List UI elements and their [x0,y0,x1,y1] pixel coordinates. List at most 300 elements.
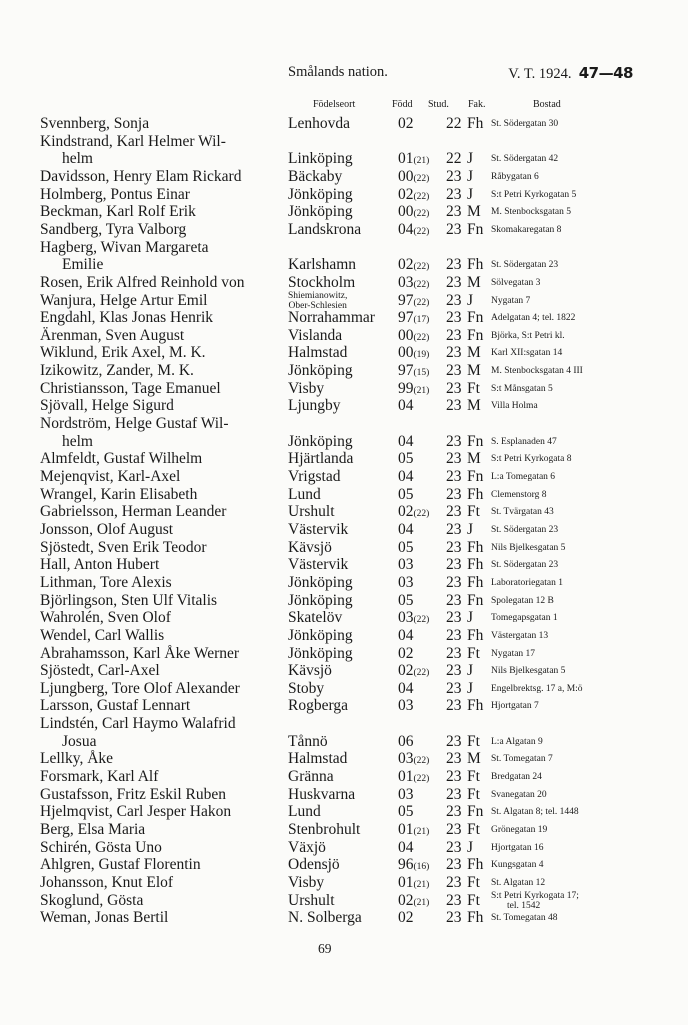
faculty: Fn [467,468,484,485]
table-row [0,397,688,415]
entry-name: Nordström, Helge Gustaf Wil- [40,415,229,433]
table-row [0,450,688,468]
prior-study-note: (21) [413,879,430,890]
entry-name: Lithman, Tore Alexis [40,573,172,591]
table-row [0,750,688,768]
faculty: Fn [467,432,484,450]
entry-name-continuation: Josua [62,732,97,750]
student-year: 23 [446,185,462,203]
entry-name: Johansson, Knut Elof [40,873,174,891]
address: Nygatan 17 [491,648,536,659]
prior-study-note: (22) [413,774,430,785]
table-row [0,309,688,327]
birth-year-value: 02 [398,256,414,274]
address: Grönegatan 19 [491,825,548,835]
faculty: Fn [467,591,484,609]
student-year: 22 [446,115,462,132]
table-row [0,186,688,204]
col-header-place: Födelseort [313,99,356,110]
address: St. Södergatan 23 [491,260,559,271]
entry-name-line [0,715,688,733]
birthplace: Skatelöv [288,609,343,627]
birthplace-line: Shiemianowitz, [288,290,348,301]
student-year: 23 [446,873,462,891]
prior-study-note: (22) [413,509,430,520]
table-row [0,680,688,698]
faculty: Fh [467,856,484,874]
faculty: Fh [467,256,484,274]
birth-year-value: 01 [398,150,414,168]
address: M. Stenbocksgatan 5 [491,207,571,218]
faculty: Ft [467,379,480,397]
student-year: 23 [446,856,462,874]
faculty: M [467,750,481,768]
student-year: 23 [446,909,462,927]
table-row [0,503,688,521]
table-row [0,874,688,892]
student-year: 23 [446,803,462,821]
table-row [0,486,688,504]
birthplace: Odensjö [288,856,340,874]
birth-year-value: 03 [398,697,414,715]
entry-name: Ljungberg, Tore Olof Alexander [40,679,240,697]
entry-name: Sjövall, Helge Sigurd [40,397,174,415]
student-year: 22 [446,150,462,168]
entry-name: Wiklund, Erik Axel, M. K. [40,344,206,362]
birth-year [398,697,414,715]
birth-year [398,433,414,451]
faculty: Fh [467,115,484,132]
student-year: 23 [446,573,462,591]
birth-year [398,733,414,751]
student-year: 23 [446,626,462,644]
address-line: tel. 1542 [507,900,541,911]
birthplace: Vrigstad [288,468,341,485]
student-year: 23 [446,768,462,786]
student-year: 23 [446,273,462,291]
col-header-born: Född [392,99,413,110]
faculty: J [467,167,474,185]
birth-year-value: 03 [398,609,414,627]
address: Karl XII:sgatan 14 [491,348,563,359]
entry-name: Izikowitz, Zander, M. K. [40,362,194,380]
table-row [0,645,688,663]
entry-name: Lellky, Åke [40,750,114,768]
entry-name: Hall, Anton Hubert [40,556,160,574]
entry-name-line [0,239,688,257]
prior-study-note: (17) [413,315,430,326]
entry-name: Almfeldt, Gustaf Wilhelm [40,450,203,468]
birth-year-value: 05 [398,485,414,503]
birth-year [398,556,414,574]
entry-name: Schirén, Gösta Uno [40,838,162,856]
table-row [0,909,688,927]
birthplace [288,291,347,311]
faculty: M [467,397,481,415]
birthplace: Stockholm [288,273,356,291]
birth-year-value: 04 [398,838,414,856]
address: Kungsgatan 4 [491,860,544,871]
birth-year-value: 02 [398,185,414,203]
birthplace: Jönköping [288,362,353,380]
birthplace: Halmstad [288,750,348,768]
faculty: Fh [467,485,484,503]
entry-name: Wendel, Carl Wallis [40,626,165,644]
student-year: 23 [446,662,462,680]
birthplace: Visby [288,873,325,891]
faculty: Ft [467,732,480,750]
birthplace: N. Solberga [288,909,362,927]
birth-year-value: 02 [398,115,414,132]
address: St. Södergatan 23 [491,524,559,535]
birthplace: Norrahammar [288,309,375,327]
prior-study-note: (21) [413,897,430,908]
prior-study-note: (22) [413,332,430,343]
birth-year-value: 03 [398,785,414,803]
table-row [0,892,688,910]
student-year: 23 [446,697,462,715]
birthplace: Vislanda [288,326,343,344]
faculty: Fh [467,573,484,591]
birthplace: Landskrona [288,220,362,238]
birth-year-value: 06 [398,732,414,750]
student-year: 23 [446,362,462,380]
prior-study-note: (21) [413,827,430,837]
birthplace: Tånnö [288,732,328,750]
address: St. Tomegatan 7 [491,754,553,765]
birth-year [398,786,414,804]
table-row [0,168,688,186]
faculty: Fh [467,909,484,927]
table-row [0,468,688,486]
entry-name: Forsmark, Karl Alf [40,768,159,786]
faculty: M [467,273,481,291]
student-year: 23 [446,520,462,538]
entry-name: Jonsson, Olof August [40,520,174,538]
address: S:t Petri Kyrkogatan 5 [491,189,577,200]
table-row [0,256,688,274]
birth-year-value: 04 [398,520,414,538]
table-row [0,221,688,239]
address: S:t Månsgatan 5 [491,383,553,394]
prior-study-note: (21) [413,385,430,396]
address: M. Stenbocksgatan 4 III [491,366,583,377]
birth-year-value: 01 [398,873,414,891]
entry-name: Beckman, Karl Rolf Erik [40,203,196,221]
address: St. Södergatan 42 [491,154,559,165]
faculty: Fn [467,220,484,238]
birthplace: Huskvarna [288,785,356,803]
birthplace: Linköping [288,150,353,168]
birthplace: Jönköping [288,644,353,662]
faculty: Ft [467,873,480,891]
col-header-stud: Stud. [428,99,449,110]
entry-name: Sjöstedt, Carl-Axel [40,662,160,680]
student-year: 23 [446,256,462,274]
birthplace: Jönköping [288,591,353,609]
birth-year-value: 01 [398,768,414,786]
address: St. Tomegatan 48 [491,913,558,924]
faculty: M [467,344,481,362]
birthplace: Urshult [288,503,335,521]
address: Villa Holma [491,401,538,412]
entry-name: Lindstén, Carl Haymo Walafrid [40,715,236,733]
table-row [0,821,688,839]
table-row [0,556,688,574]
table-row [0,839,688,857]
birthplace: Växjö [288,838,326,856]
student-year: 23 [446,450,462,468]
entry-name: Wrangel, Karin Elisabeth [40,485,198,503]
faculty: Ft [467,821,480,838]
birth-year-value: 00 [398,167,414,185]
student-year: 23 [446,203,462,221]
entry-name: Weman, Jonas Bertil [40,909,169,927]
term: V. T. 1924. [508,66,572,82]
entry-name: Skoglund, Gösta [40,891,144,909]
birth-year-value: 02 [398,662,414,680]
address: Tomegapsgatan 1 [491,613,558,624]
table-row [0,115,688,133]
address: Spolegatan 12 B [491,595,554,606]
student-year: 23 [446,644,462,662]
table-row [0,380,688,398]
faculty: Fh [467,697,484,715]
prior-study-note: (22) [413,262,430,273]
entry-name: Kindstrand, Karl Helmer Wil- [40,132,226,150]
table-row [0,150,688,168]
faculty: Ft [467,503,480,521]
faculty: Fn [467,803,484,821]
birthplace: Ljungby [288,397,341,415]
faculty: Fh [467,556,484,574]
birthplace: Hjärtlanda [288,450,354,468]
birthplace-line: Ober-Schlesien [288,300,347,311]
col-header-fak: Fak. [468,99,486,110]
birth-year [398,909,414,927]
student-year: 23 [446,538,462,556]
table-row [0,768,688,786]
student-year: 23 [446,344,462,362]
table-row [0,362,688,380]
birth-year [398,539,414,557]
student-year: 23 [446,309,462,327]
birth-year-value: 03 [398,556,414,574]
prior-study-note: (22) [413,297,430,308]
prior-study-note: (22) [413,173,430,184]
address: Bredgatan 24 [491,772,542,783]
birthplace: Jönköping [288,626,353,644]
student-year: 23 [446,821,462,838]
entry-name-line [0,415,688,433]
birth-year [398,486,414,504]
table-row [0,627,688,645]
entry-name: Gabrielsson, Herman Leander [40,503,227,521]
entry-name-line [0,133,688,151]
address: S:t Petri Kyrkogata 8 [491,454,572,465]
table-row [0,609,688,627]
birth-year [398,627,414,645]
faculty: Ft [467,768,480,786]
birth-year-value: 03 [398,750,414,768]
student-year: 23 [446,468,462,485]
entry-name: Wanjura, Helge Artur Emil [40,291,208,309]
birth-year-value: 04 [398,626,414,644]
student-year: 23 [446,379,462,397]
table-row [0,574,688,592]
faculty: J [467,150,474,168]
col-header-addr: Bostad [533,99,561,110]
entry-name: Abrahamsson, Karl Åke Werner [40,644,240,662]
prior-study-note: (16) [413,862,430,873]
address: St. Södergatan 23 [491,560,559,571]
birthplace: Lund [288,485,321,503]
birth-year [398,592,414,610]
table-row [0,786,688,804]
faculty: Ft [467,891,480,909]
birthplace: Västervik [288,556,349,574]
birthplace: Bäckaby [288,167,343,185]
student-year: 23 [446,485,462,503]
birth-year [398,468,414,486]
student-year: 23 [446,556,462,574]
student-year: 23 [446,167,462,185]
address: St. Algatan 8; tel. 1448 [491,807,579,818]
entry-name: Ahlgren, Gustaf Florentin [40,856,201,874]
entry-name-continuation: Emilie [62,256,104,274]
faculty: J [467,291,474,309]
table-row [0,327,688,345]
faculty: J [467,679,474,697]
address: Hjortgatan 7 [491,701,539,712]
table-row [0,662,688,680]
birth-year-value: 00 [398,344,414,362]
prior-study-note: (22) [413,668,430,679]
birth-year-value: 99 [398,379,414,397]
birth-year-value: 04 [398,397,414,415]
student-year: 23 [446,503,462,521]
entry-name: Holmberg, Pontus Einar [40,185,190,203]
address: L:a Algatan 9 [491,736,543,747]
birthplace: Karlshamn [288,256,357,274]
birth-year [398,521,414,539]
table-row [0,856,688,874]
address: Hjortgatan 16 [491,842,544,853]
faculty: J [467,838,474,856]
address: St. Algatan 12 [491,877,546,888]
faculty: Fn [467,309,484,327]
page-range: 47—48 [578,64,633,82]
faculty: J [467,662,474,680]
birth-year-value: 04 [398,432,414,450]
birth-year-value: 02 [398,891,414,909]
birth-year-value: 03 [398,273,414,291]
entry-name-continuation: helm [62,150,93,168]
student-year: 23 [446,891,462,909]
page-number: 69 [318,941,332,956]
address: Svanegatan 20 [491,789,547,800]
address: Sölvegatan 3 [491,277,541,288]
student-year: 23 [446,220,462,238]
birth-year-value: 00 [398,326,414,344]
prior-study-note: (22) [413,191,430,202]
entry-name: Christiansson, Tage Emanuel [40,379,221,397]
faculty: Ft [467,785,480,803]
address: Råbygatan 6 [491,171,539,182]
birthplace: Urshult [288,891,335,909]
entry-name: Svennberg, Sonja [40,115,150,132]
student-year: 23 [446,785,462,803]
student-year: 23 [446,326,462,344]
address: L:a Tomegatan 6 [491,472,556,482]
table-row [0,539,688,557]
faculty: J [467,520,474,538]
student-year: 23 [446,679,462,697]
birth-year-value: 96 [398,856,414,874]
birth-year-value: 05 [398,538,414,556]
address: Nils Bjelkesgatan 5 [491,666,566,677]
table-row [0,344,688,362]
birthplace: Jönköping [288,203,353,221]
address: Västergatan 13 [491,630,549,641]
address: S. Esplanaden 47 [491,436,557,447]
address: St. Tvärgatan 43 [491,507,554,518]
address: Clemenstorg 8 [491,489,547,500]
student-year: 23 [446,432,462,450]
faculty: J [467,185,474,203]
birth-year-value: 00 [398,203,414,221]
faculty: Fn [467,326,484,344]
address: Skomakaregatan 8 [491,224,562,235]
birthplace: Lund [288,803,321,821]
table-row [0,274,688,292]
birth-year-value: 05 [398,803,414,821]
prior-study-note: (22) [413,615,430,626]
birthplace: Kävsjö [288,662,332,680]
birth-year-value: 04 [398,468,414,485]
birthplace: Jönköping [288,185,353,203]
table-row [0,592,688,610]
birthplace: Gränna [288,768,334,786]
entry-name: Davidsson, Henry Elam Rickard [40,167,242,185]
student-year: 23 [446,732,462,750]
nation-title: Smålands nation. [288,64,388,80]
table-row [0,733,688,751]
entry-name: Björlingson, Sten Ulf Vitalis [40,591,218,609]
birth-year-value: 05 [398,591,414,609]
prior-study-note: (22) [413,279,430,290]
table-row [0,292,688,310]
birthplace: Stoby [288,679,325,697]
birth-year [398,574,414,592]
prior-study-note: (21) [413,156,430,167]
birthplace: Västervik [288,520,349,538]
birth-year-value: 04 [398,679,414,697]
student-year: 23 [446,750,462,768]
table-row [0,697,688,715]
table-row [0,203,688,221]
birth-year-value: 02 [398,503,414,521]
birth-year [398,839,414,857]
address: Adelgatan 4; tel. 1822 [491,313,576,324]
faculty: J [467,609,474,627]
faculty: Fh [467,626,484,644]
address: St. Södergatan 30 [491,119,559,129]
birth-year-value: 03 [398,573,414,591]
prior-study-note: (15) [413,368,430,379]
student-year: 23 [446,397,462,415]
entry-name: Sjöstedt, Sven Erik Teodor [40,538,207,556]
